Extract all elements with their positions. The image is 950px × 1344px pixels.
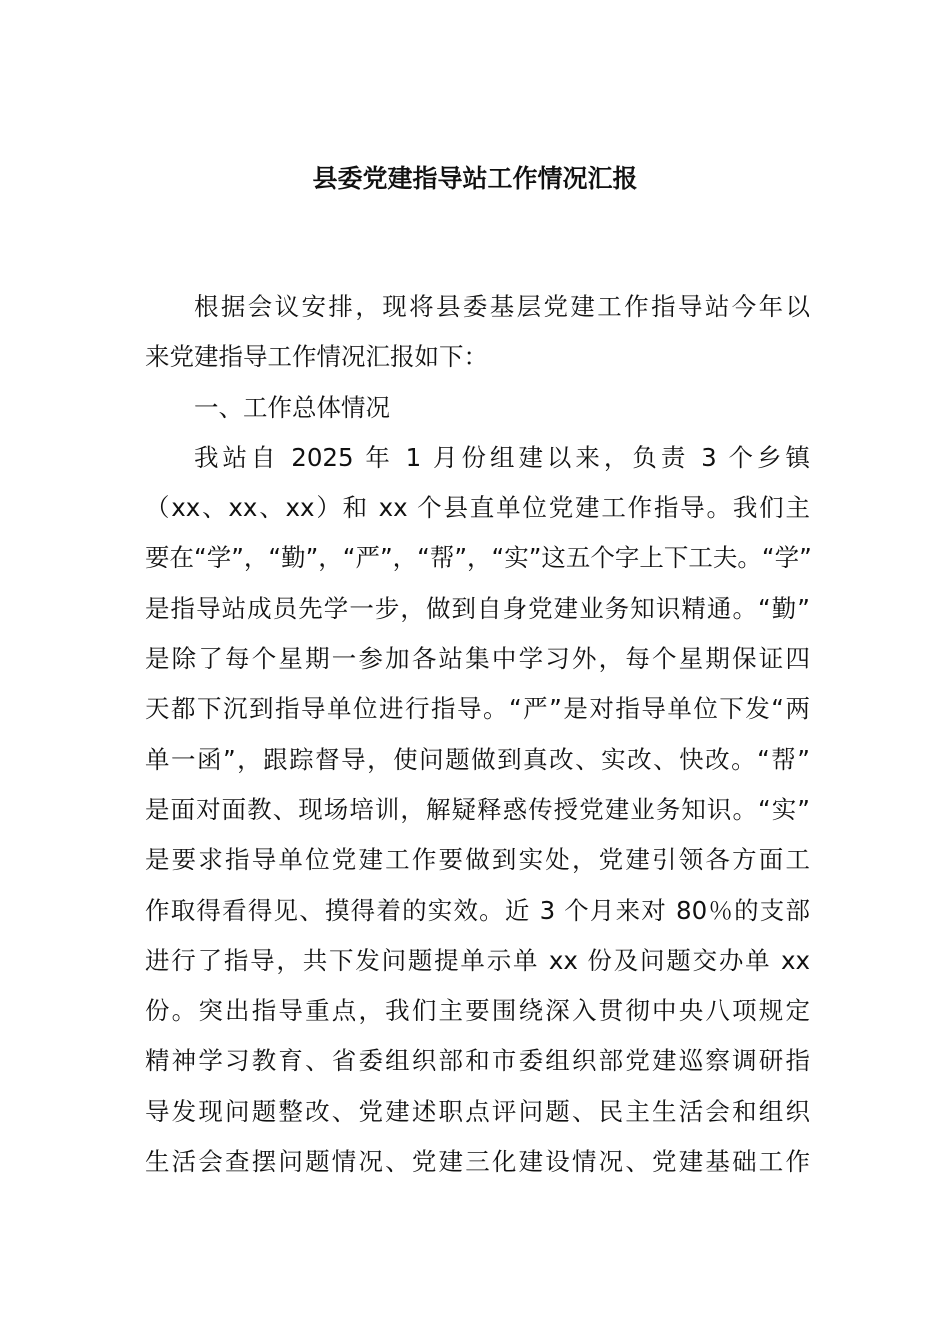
paragraph-line: 天都下沉到指导单位进行指导。“严”是对指导单位下发“两 bbox=[145, 694, 810, 724]
document-title: 县委党建指导站工作情况汇报 bbox=[312, 164, 638, 193]
paragraph-line: 作取得看得见、摸得着的实效。近 3 个月来对 80％的支部 bbox=[145, 895, 810, 925]
paragraph-line: 来党建指导工作情况汇报如下： bbox=[145, 342, 488, 372]
paragraph-line: 我站自 2025 年 1 月份组建以来，负责 3 个乡镇 bbox=[194, 442, 810, 472]
section-heading: 一、工作总体情况 bbox=[194, 392, 390, 422]
paragraph-line: 单一函”，跟踪督导，使问题做到真改、实改、快改。“帮” bbox=[145, 744, 810, 774]
paragraph-line: 是面对面教、现场培训，解疑释惑传授党建业务知识。“实” bbox=[145, 794, 810, 824]
paragraph-line: 是要求指导单位党建工作要做到实处，党建引领各方面工 bbox=[145, 845, 810, 875]
paragraph-line: 生活会查摆问题情况、党建三化建设情况、党建基础工作 bbox=[145, 1147, 810, 1177]
paragraph-line: 精神学习教育、省委组织部和市委组织部党建巡察调研指 bbox=[145, 1046, 810, 1076]
paragraph-line: 份。突出指导重点，我们主要围绕深入贯彻中央八项规定 bbox=[145, 996, 810, 1026]
paragraph-line: 要在“学”，“勤”，“严”，“帮”，“实”这五个字上下工夫。“学” bbox=[145, 543, 812, 573]
paragraph-line: 是除了每个星期一参加各站集中学习外，每个星期保证四 bbox=[145, 644, 810, 674]
paragraph-line: 导发现问题整改、党建述职点评问题、民主生活会和组织 bbox=[145, 1096, 810, 1126]
paragraph-line: 进行了指导，共下发问题提单示单 xx 份及问题交办单 xx bbox=[145, 945, 810, 975]
paragraph-line: 是指导站成员先学一步，做到自身党建业务知识精通。“勤” bbox=[145, 593, 810, 623]
paragraph-line: 根据会议安排，现将县委基层党建工作指导站今年以 bbox=[194, 292, 810, 321]
document-body bbox=[145, 282, 810, 1187]
paragraph-line: （xx、xx、xx）和 xx 个县直单位党建工作指导。我们主 bbox=[145, 493, 810, 523]
